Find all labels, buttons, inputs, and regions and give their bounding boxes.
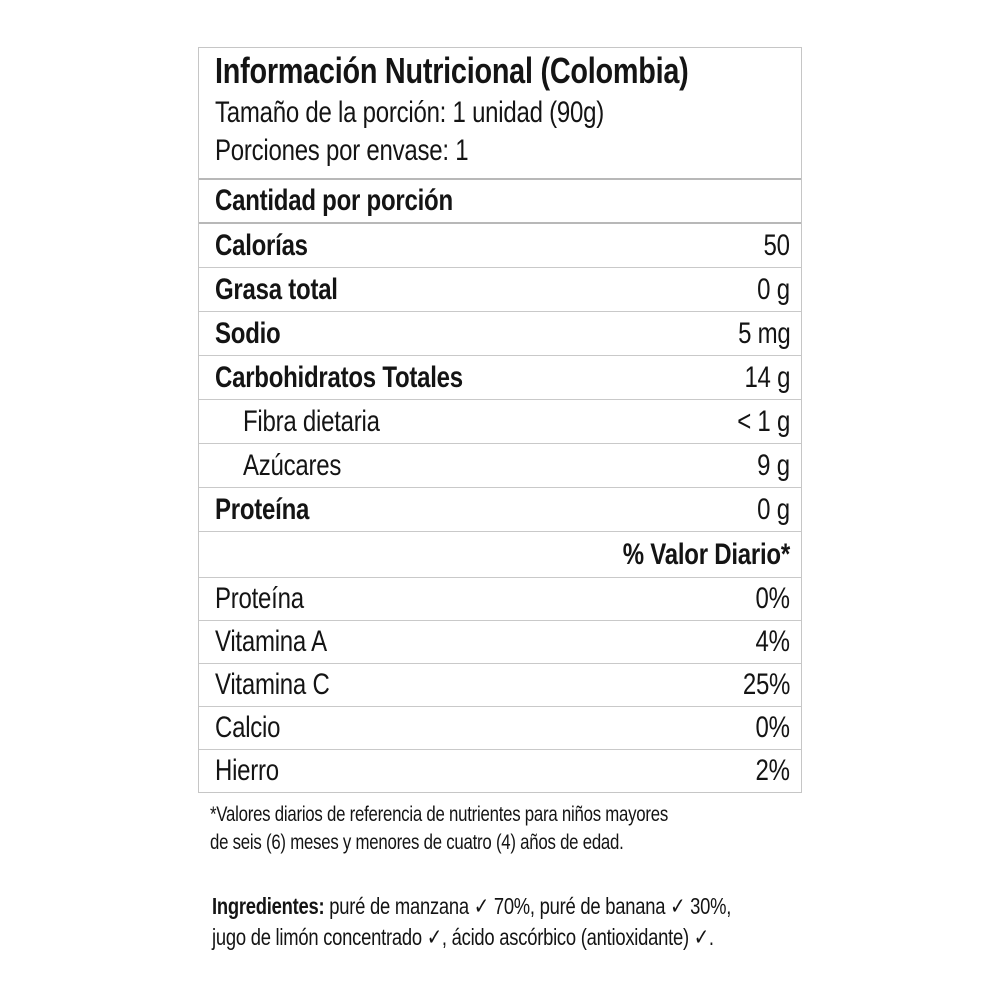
nutrient-row-calories: Calorías 50 xyxy=(199,224,801,268)
ingredients-section xyxy=(212,891,861,953)
ingredients-text-line2: jugo de limón concentrado ✓, ácido ascórbico (antioxidante) ✓. xyxy=(212,924,714,950)
nutrient-row-total-carbs: Carbohidratos Totales 14 g xyxy=(199,356,801,400)
daily-value-row-vitamin-c: Vitamina C 25% xyxy=(199,664,801,707)
daily-value-row-vitamin-a: Vitamina A 4% xyxy=(199,621,801,664)
nutrient-row-dietary-fiber: Fibra dietaria < 1 g xyxy=(199,400,801,444)
label-title-text: Información Nutricional (Colombia) xyxy=(215,50,689,91)
daily-value-row-calcium: Calcio 0% xyxy=(199,707,801,750)
daily-value-row-iron: Hierro 2% xyxy=(215,754,790,787)
label-title xyxy=(199,48,801,94)
amount-per-serving-header: Cantidad por porción xyxy=(215,184,453,217)
nutrient-row-total-fat: Grasa total 0 g xyxy=(199,268,801,312)
daily-value-header: % Valor Diario* xyxy=(199,532,801,578)
servings-per-container: Porciones por envase: 1 xyxy=(215,134,469,167)
nutrient-row-protein: Proteína 0 g xyxy=(199,488,801,532)
serving-size: Tamaño de la porción: 1 unidad (90g) xyxy=(215,96,604,129)
ingredients-text-line1: puré de manzana ✓ 70%, puré de banana ✓ 30%, xyxy=(329,893,732,919)
nutrient-row-sodium: Sodio 5 mg xyxy=(199,312,801,356)
daily-value-footnote: *Valores diarios de referencia de nutrientes para niños mayores de seis (6) meses y menores de cuatro (4) años de edad. xyxy=(210,803,669,854)
ingredients-label: Ingredientes: xyxy=(212,893,325,919)
daily-value-row-protein: Proteína 0% xyxy=(199,578,801,621)
nutrition-label xyxy=(198,47,802,793)
nutrient-row-sugars: Azúcares 9 g xyxy=(199,444,801,488)
